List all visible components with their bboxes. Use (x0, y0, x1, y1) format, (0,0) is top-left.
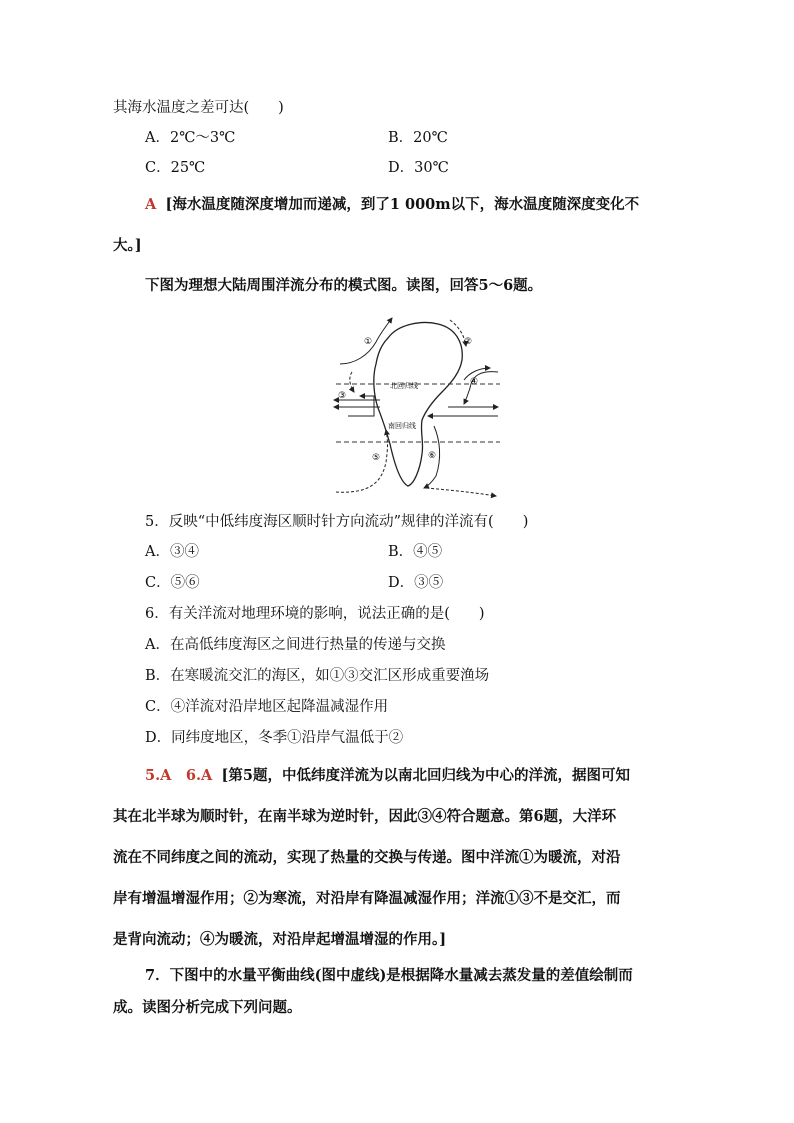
ocean-current-diagram (330, 312, 500, 500)
q4-option-a: A．2℃～3℃ (145, 130, 236, 146)
answer-5-6-line-5: 是背向流动；④为暖流，对沿岸起增温增湿的作用。] (113, 931, 447, 948)
current-arrow (348, 396, 374, 416)
q4-explanation-line-2: 大。] (113, 237, 142, 254)
q6-option-d: D．同纬度地区，冬季①沿岸气温低于② (145, 730, 404, 746)
q4-option-b: B．20℃ (388, 130, 448, 146)
label-5: ⑤ (372, 453, 381, 463)
q6-option-b: B．在寒暖流交汇的海区，如①③交汇区形成重要渔场 (145, 668, 490, 684)
label-1: ① (364, 337, 373, 347)
answer-5-6-line-1: [第5题，中低纬度洋流为以南北回归线为中心的洋流，据图可知 (221, 767, 630, 784)
q4-option-d: D．30℃ (388, 160, 449, 176)
q4-answer-letter: A (145, 196, 157, 213)
q5-option-a: A．③④ (145, 544, 199, 560)
q4-explanation-line-1: [海水温度随深度增加而递减，到了1 000m以下，海水温度随深度变化不 (165, 196, 640, 213)
q4-option-c: C．25℃ (145, 160, 206, 176)
intro-5-6: 下图为理想大陆周围洋流分布的模式图。读图，回答5～6题。 (145, 277, 543, 294)
q6-stem: 6．有关洋流对地理环境的影响，说法正确的是( ) (145, 606, 485, 622)
north-tropic-label: 北回归线 (390, 382, 418, 390)
q4-stem: 其海水温度之差可达( ) (113, 100, 284, 116)
label-6: ⑥ (428, 451, 437, 461)
current-3-arrow (350, 372, 354, 392)
q5-option-c: C．⑤⑥ (145, 575, 200, 591)
current-arrow (426, 488, 496, 496)
q5-stem: 5．反映“中低纬度海区顺时针方向流动”规律的洋流有( ) (145, 514, 529, 530)
label-3: ③ (338, 391, 347, 401)
label-2: ② (464, 337, 473, 347)
q6-option-a: A．在高低纬度海区之间进行热量的传递与交换 (145, 637, 446, 653)
answer-5-6-line-3: 流在不同纬度之间的流动，实现了热量的交换与传递。图中洋流①为暖流，对沿 (113, 849, 621, 866)
answer-5-6-keys: 5.A 6.A (145, 767, 213, 784)
label-4: ④ (470, 377, 479, 387)
q7-stem-line-1: 7．下图中的水量平衡曲线(图中虚线)是根据降水量减去蒸发量的差值绘制而 (145, 967, 633, 984)
continent-outline (374, 323, 462, 486)
south-tropic-label: 南回归线 (388, 422, 416, 430)
q5-option-b: B．④⑤ (388, 544, 443, 560)
q4-answer-row (145, 195, 639, 215)
q7-stem-line-2: 成。读图分析完成下列问题。 (113, 999, 302, 1016)
answer-5-6-line-4: 岸有增温增湿作用；②为寒流，对沿岸有降温减湿作用；洋流①③不是交汇，而 (113, 890, 621, 907)
answer-5-6-line-2: 其在北半球为顺时针，在南半球为逆时针，因此③④符合题意。第6题，大洋环 (113, 808, 617, 825)
q6-option-c: C．④洋流对沿岸地区起降温减湿作用 (145, 699, 389, 715)
q5-option-d: D．③⑤ (388, 575, 444, 591)
answer-5-6-row (145, 766, 630, 786)
